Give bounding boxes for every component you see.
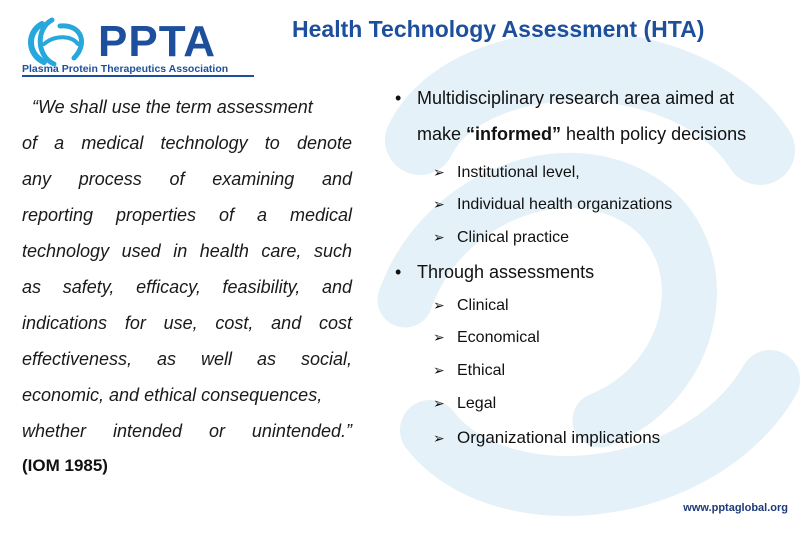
- bullet-dot-icon: •: [395, 88, 402, 108]
- sub-item: [433, 395, 496, 413]
- sub-item: [433, 164, 580, 182]
- bullet-text: make: [417, 124, 467, 144]
- sub-item: [433, 362, 505, 380]
- sub-item-label: Institutional level,: [457, 164, 580, 181]
- bullet-assessments: [395, 262, 594, 283]
- arrow-bullet-icon: ➢: [433, 164, 445, 180]
- quote-line: “We shall use the term assessment: [32, 97, 313, 117]
- sub-item: [433, 428, 660, 448]
- arrow-bullet-icon: ➢: [433, 362, 445, 378]
- quote-citation: (IOM 1985): [22, 456, 108, 475]
- sub-item-label: Legal: [457, 395, 497, 412]
- arrow-bullet-icon: ➢: [433, 430, 445, 446]
- bullet-dot-icon: •: [395, 262, 402, 282]
- bullet-text: Through assessments: [417, 262, 595, 282]
- bullet-text: Multidisciplinary research area aimed at: [417, 88, 735, 108]
- bullet-multidisciplinary: [395, 88, 747, 144]
- quote-line: indications for use, cost, and cost: [22, 313, 352, 333]
- sub-item: [433, 297, 509, 315]
- iom-quote: [22, 92, 352, 452]
- quote-line: technology used in health care, such: [22, 241, 352, 261]
- arrow-bullet-icon: ➢: [433, 196, 445, 212]
- arrow-bullet-icon: ➢: [433, 329, 445, 345]
- quote-line: as safety, efficacy, feasibility, and: [22, 277, 352, 297]
- footer-url: www.pptaglobal.org: [683, 502, 788, 514]
- arrow-bullet-icon: ➢: [433, 395, 445, 411]
- ppta-globe-icon: [22, 14, 92, 70]
- quote-line: effectiveness, as well as social,: [22, 349, 352, 369]
- sub-item-label: Individual health organizations: [457, 196, 673, 213]
- arrow-bullet-icon: ➢: [433, 297, 445, 313]
- sub-item: [433, 329, 540, 347]
- logo-wordmark: PPTA: [98, 17, 217, 66]
- bullet-emphasis: “informed”: [466, 124, 562, 144]
- ppta-logo: [22, 14, 244, 76]
- quote-line: whether intended or unintended.”: [22, 421, 352, 441]
- quote-line: reporting properties of a medical: [22, 205, 352, 225]
- quote-line: of a medical technology to denote: [22, 133, 352, 153]
- quote-line: any process of examining and: [22, 169, 352, 189]
- bullet-continuation: [417, 124, 746, 145]
- slide-title: Health Technology Assessment (HTA): [292, 16, 705, 42]
- sub-item-label: Clinical: [457, 297, 509, 314]
- sub-item-label: Clinical practice: [457, 229, 570, 246]
- logo-divider: [22, 75, 254, 77]
- logo-subtitle: Plasma Protein Therapeutics Association: [22, 63, 229, 75]
- sub-item: [433, 196, 672, 214]
- sub-item-label: Organizational implications: [457, 428, 661, 447]
- arrow-bullet-icon: ➢: [433, 229, 445, 245]
- quote-line: economic, and ethical consequences,: [22, 385, 323, 405]
- sub-item-label: Economical: [457, 329, 540, 346]
- sub-item: [433, 229, 569, 247]
- sub-item-label: Ethical: [457, 362, 506, 379]
- bullet-text: health policy decisions: [561, 124, 747, 144]
